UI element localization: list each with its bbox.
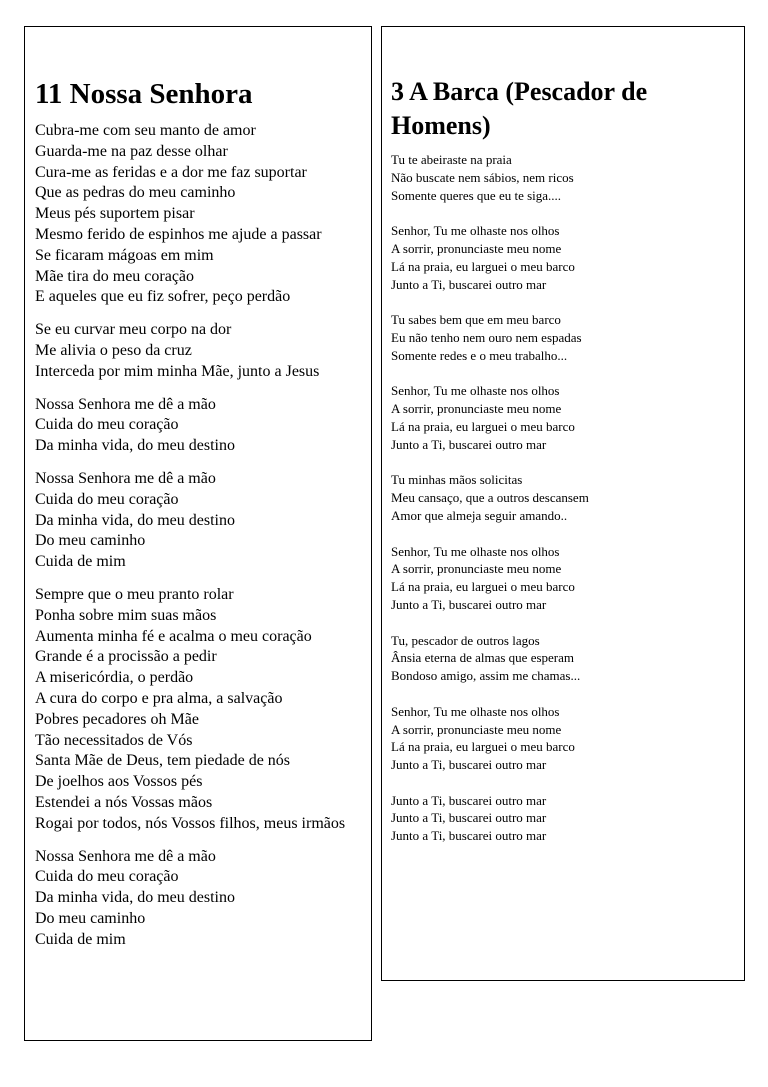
lyric-line: A sorrir, pronunciaste meu nome	[391, 401, 562, 417]
song-panel-nossa-senhora	[24, 26, 372, 1041]
lyric-line: Cuida de mim	[35, 930, 126, 948]
lyric-line: Meus pés suportem pisar	[35, 205, 195, 223]
lyric-line: Lá na praia, eu larguei o meu barco	[391, 739, 575, 755]
lyric-line: A sorrir, pronunciaste meu nome	[391, 721, 562, 737]
lyric-line: Meu cansaço, que a outros descansem	[391, 490, 589, 506]
lyric-line: Do meu caminho	[35, 909, 146, 927]
lyric-line: Se ficaram mágoas em mim	[35, 246, 214, 264]
lyric-line: Tu sabes bem que em meu barco	[391, 312, 561, 328]
stanza	[35, 585, 371, 835]
lyric-line: De joelhos aos Vossos pés	[35, 773, 203, 791]
stanza	[35, 469, 371, 573]
lyric-line: Tu, pescador de outros lagos	[391, 632, 540, 648]
lyric-line: Bondoso amigo, assim me chamas...	[391, 668, 581, 684]
stanza	[391, 632, 744, 685]
song-lyrics	[391, 151, 744, 845]
song-lyrics	[35, 121, 371, 950]
lyric-line: Lá na praia, eu larguei o meu barco	[391, 579, 575, 595]
lyric-line: Senhor, Tu me olhaste nos olhos	[391, 223, 560, 239]
lyric-line: Tão necessitados de Vós	[35, 731, 193, 749]
lyric-line: Junto a Ti, buscarei outro mar	[391, 276, 547, 292]
lyric-line: Cuida do meu coração	[35, 490, 179, 508]
lyric-line: Nossa Senhora me dê a mão	[35, 847, 216, 865]
lyric-line: Interceda por mim minha Mãe, junto a Jesus	[35, 362, 320, 380]
lyric-line: Junto a Ti, buscarei outro mar	[391, 596, 547, 612]
stanza	[391, 471, 744, 524]
lyric-line: Mãe tira do meu coração	[35, 267, 195, 285]
lyric-line: Amor que almeja seguir amando..	[391, 507, 568, 523]
lyric-line: Sempre que o meu pranto rolar	[35, 585, 234, 603]
lyric-line: Junto a Ti, buscarei outro mar	[391, 436, 547, 452]
lyric-line: Que as pedras do meu caminho	[35, 184, 236, 202]
lyric-line: Estendei a nós Vossas mãos	[35, 793, 213, 811]
stanza	[391, 311, 744, 364]
lyric-line: Se eu curvar meu corpo na dor	[35, 321, 232, 339]
lyric-line: Somente queres que eu te siga....	[391, 187, 562, 203]
lyric-line: Tu te abeiraste na praia	[391, 152, 512, 167]
lyric-line: Santa Mãe de Deus, tem piedade de nós	[35, 752, 291, 770]
stanza	[391, 151, 744, 204]
stanza	[35, 395, 371, 457]
lyric-line: Cuida do meu coração	[35, 868, 179, 886]
lyric-line: Guarda-me na paz desse olhar	[35, 142, 228, 160]
lyric-line: Junto a Ti, buscarei outro mar	[391, 828, 547, 844]
song-title: 3 A Barca (Pescador de Homens)	[391, 77, 648, 140]
lyric-line: Senhor, Tu me olhaste nos olhos	[391, 543, 560, 559]
stanza	[35, 847, 371, 951]
lyric-line: Do meu caminho	[35, 532, 146, 550]
lyric-line: Cuida do meu coração	[35, 416, 179, 434]
lyric-line: Junto a Ti, buscarei outro mar	[391, 757, 547, 773]
lyric-line: Pobres pecadores oh Mãe	[35, 710, 199, 728]
stanza	[35, 121, 371, 308]
lyric-line: Grande é a procissão a pedir	[35, 648, 217, 666]
stanza	[391, 543, 744, 614]
lyric-line: Junto a Ti, buscarei outro mar	[391, 792, 547, 808]
lyric-line: Cuida de mim	[35, 553, 126, 571]
lyric-line: A misericórdia, o perdão	[35, 669, 194, 687]
stanza	[391, 382, 744, 453]
lyric-line: Da minha vida, do meu destino	[35, 437, 235, 455]
lyric-line: Da minha vida, do meu destino	[35, 511, 235, 529]
lyric-line: A sorrir, pronunciaste meu nome	[391, 240, 562, 256]
lyric-line: Da minha vida, do meu destino	[35, 889, 235, 907]
lyric-line: Não buscate nem sábios, nem ricos	[391, 169, 574, 185]
lyric-line: Lá na praia, eu larguei o meu barco	[391, 418, 575, 434]
lyric-line: A sorrir, pronunciaste meu nome	[391, 561, 562, 577]
lyric-line: Nossa Senhora me dê a mão	[35, 469, 216, 487]
lyric-line: E aqueles que eu fiz sofrer, peço perdão	[35, 288, 291, 306]
stanza	[391, 703, 744, 774]
lyric-line: Junto a Ti, buscarei outro mar	[391, 810, 547, 826]
lyric-line: Nossa Senhora me dê a mão	[35, 395, 216, 413]
lyric-line: Eu não tenho nem ouro nem espadas	[391, 329, 582, 345]
lyric-line: Ânsia eterna de almas que esperam	[391, 650, 575, 666]
stanza	[35, 320, 371, 382]
lyric-line: Cubra-me com seu manto de amor	[35, 122, 256, 139]
lyric-line: Senhor, Tu me olhaste nos olhos	[391, 383, 560, 399]
lyric-line: Somente redes e o meu trabalho...	[391, 347, 568, 363]
lyric-line: Ponha sobre mim suas mãos	[35, 606, 217, 624]
lyric-line: Lá na praia, eu larguei o meu barco	[391, 258, 575, 274]
lyric-line: Senhor, Tu me olhaste nos olhos	[391, 703, 560, 719]
lyric-line: Aumenta minha fé e acalma o meu coração	[35, 627, 312, 645]
lyric-line: Me alivia o peso da cruz	[35, 341, 192, 359]
song-title: 11 Nossa Senhora	[35, 78, 253, 110]
stanza	[391, 222, 744, 293]
lyric-line: Cura-me as feridas e a dor me faz suportar	[35, 163, 307, 181]
lyric-line: Tu minhas mãos solicitas	[391, 472, 523, 488]
song-panel-a-barca	[381, 26, 745, 981]
lyric-line: Rogai por todos, nós Vossos filhos, meus irmãos	[35, 814, 346, 832]
stanza	[391, 792, 744, 845]
lyric-line: Mesmo ferido de espinhos me ajude a passar	[35, 225, 322, 243]
lyric-line: A cura do corpo e pra alma, a salvação	[35, 689, 283, 707]
